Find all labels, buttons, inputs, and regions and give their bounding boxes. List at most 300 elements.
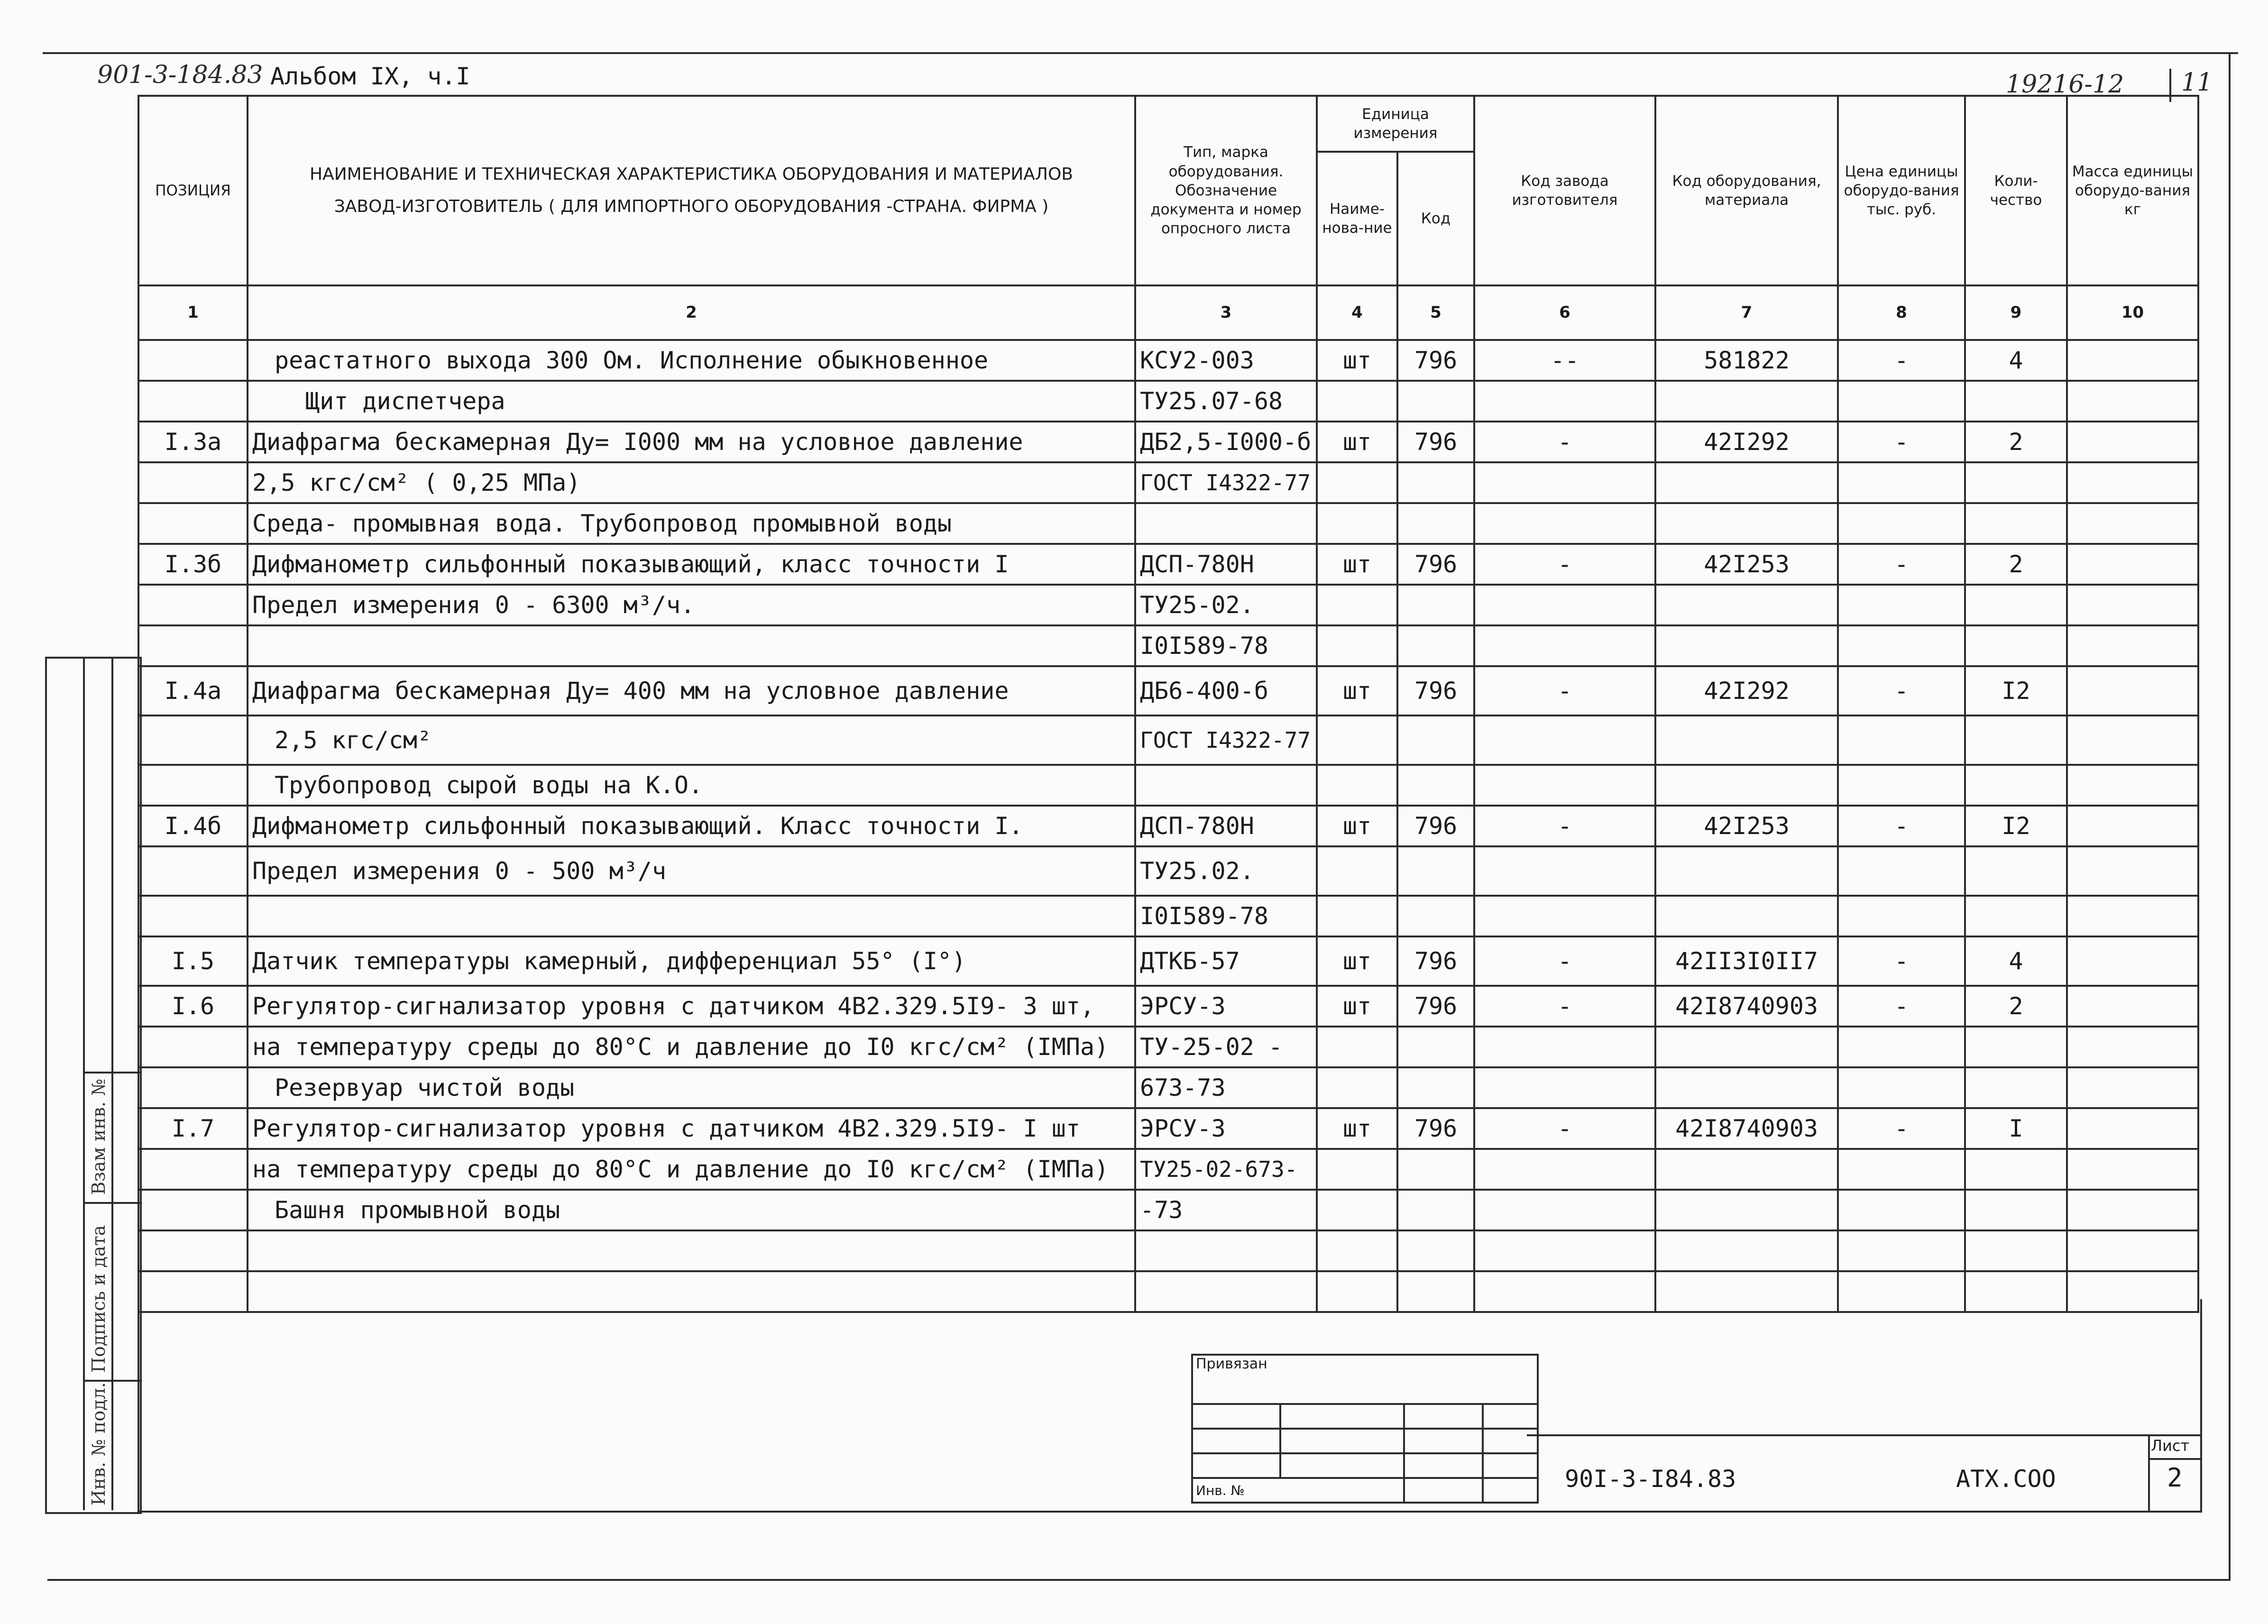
cell-equipment-code bbox=[1655, 462, 1838, 503]
cell-plant-code bbox=[1474, 896, 1655, 936]
cell-price bbox=[1838, 1271, 1965, 1312]
table-row bbox=[138, 585, 2198, 625]
table-row bbox=[138, 896, 2198, 936]
sheet-number: 2 bbox=[2167, 1463, 2183, 1493]
cell-quantity bbox=[1965, 1149, 2067, 1190]
frame-inner-bottom-line bbox=[138, 1511, 2202, 1513]
cell-plant-code: - bbox=[1474, 422, 1655, 462]
cell-equipment-code bbox=[1655, 846, 1838, 896]
cell-code: 796 bbox=[1397, 806, 1474, 846]
cell-plant-code: - bbox=[1474, 1108, 1655, 1149]
cell-type: КСУ2-003 bbox=[1135, 340, 1317, 381]
table-row bbox=[138, 503, 2198, 544]
header-type: Тип, марка оборудования. Обозначение документа и номер опросного листа bbox=[1135, 96, 1317, 285]
cell-type bbox=[1135, 1230, 1317, 1271]
cell-code bbox=[1397, 1027, 1474, 1067]
binding-stamp bbox=[1191, 1354, 1539, 1504]
cell-name: на температуру среды до 80°С и давление до I0 кгс/см² (IМПа) bbox=[248, 1149, 1135, 1190]
cell-equipment-code: 42II3I0II7 bbox=[1655, 936, 1838, 986]
cell-mass bbox=[2067, 462, 2198, 503]
cell-type: ТУ25-02. bbox=[1135, 585, 1317, 625]
cell-type: ТУ25.02. bbox=[1135, 846, 1317, 896]
stamp-cell bbox=[1404, 1404, 1483, 1429]
cell-equipment-code bbox=[1655, 585, 1838, 625]
cell-mass bbox=[2067, 422, 2198, 462]
header-price: Цена единицы оборудо-вания тыс. руб. bbox=[1838, 96, 1965, 285]
document-code: АТХ.СОО bbox=[1956, 1465, 2056, 1493]
cell-plant-code: -- bbox=[1474, 340, 1655, 381]
cell-plant-code bbox=[1474, 1230, 1655, 1271]
stamp-cell bbox=[1404, 1478, 1483, 1503]
cell-price: - bbox=[1838, 544, 1965, 585]
stamp-cell bbox=[1483, 1404, 1538, 1429]
cell-price: - bbox=[1838, 1108, 1965, 1149]
cell-quantity bbox=[1965, 503, 2067, 544]
cell-mass bbox=[2067, 806, 2198, 846]
cell-mass bbox=[2067, 765, 2198, 806]
cell-type: ДТКБ-57 bbox=[1135, 936, 1317, 986]
cell-code: 796 bbox=[1397, 936, 1474, 986]
frame-top-line bbox=[43, 52, 2238, 54]
cell-code bbox=[1397, 1067, 1474, 1108]
cell-unit bbox=[1317, 1027, 1397, 1067]
stamp-cell bbox=[1483, 1478, 1538, 1503]
frame-bottom-line bbox=[47, 1579, 2231, 1581]
cell-position bbox=[138, 716, 248, 765]
cell-position bbox=[138, 381, 248, 422]
cell-position bbox=[138, 1190, 248, 1230]
header-mass: Масса единицы оборудо-вания кг bbox=[2067, 96, 2198, 285]
table-row bbox=[138, 716, 2198, 765]
cell-price: - bbox=[1838, 986, 1965, 1027]
cell-plant-code bbox=[1474, 1149, 1655, 1190]
cell-equipment-code bbox=[1655, 896, 1838, 936]
stamp-cell bbox=[1404, 1453, 1483, 1478]
cell-price: - bbox=[1838, 936, 1965, 986]
cell-quantity bbox=[1965, 625, 2067, 666]
cell-plant-code bbox=[1474, 625, 1655, 666]
cell-name: Диафрагма бескамерная Ду= I000 мм на условное давление bbox=[248, 422, 1135, 462]
cell-mass bbox=[2067, 1230, 2198, 1271]
cell-name: Щит диспетчера bbox=[248, 381, 1135, 422]
cell-quantity bbox=[1965, 765, 2067, 806]
cell-mass bbox=[2067, 666, 2198, 716]
strip-divider bbox=[83, 1202, 140, 1204]
stamp-cell bbox=[1192, 1429, 1280, 1453]
specification-table bbox=[138, 95, 2199, 1313]
header-unit-code: Код bbox=[1397, 152, 1474, 285]
label-signature-date: Подпись и дата bbox=[88, 1225, 109, 1373]
cell-quantity bbox=[1965, 846, 2067, 896]
title-block-divider bbox=[2148, 1434, 2150, 1513]
cell-plant-code: - bbox=[1474, 544, 1655, 585]
cell-equipment-code: 42I292 bbox=[1655, 422, 1838, 462]
cell-code bbox=[1397, 1271, 1474, 1312]
cell-code bbox=[1397, 625, 1474, 666]
column-number: 7 bbox=[1655, 285, 1838, 340]
cell-quantity bbox=[1965, 1190, 2067, 1230]
cell-unit bbox=[1317, 1230, 1397, 1271]
cell-plant-code bbox=[1474, 765, 1655, 806]
cell-position: I.4б bbox=[138, 806, 248, 846]
cell-code bbox=[1397, 462, 1474, 503]
cell-type: ДСП-780Н bbox=[1135, 544, 1317, 585]
cell-name: на температуру среды до 80°С и давление до I0 кгс/см² (IМПа) bbox=[248, 1027, 1135, 1067]
cell-name: Регулятор-сигнализатор уровня с датчиком 4В2.329.5I9- I шт bbox=[248, 1108, 1135, 1149]
cell-plant-code bbox=[1474, 1067, 1655, 1108]
stamp-cell bbox=[1280, 1429, 1404, 1453]
cell-position bbox=[138, 462, 248, 503]
cell-plant-code: - bbox=[1474, 936, 1655, 986]
cell-mass bbox=[2067, 1190, 2198, 1230]
header-name-line2: ЗАВОД-ИЗГОТОВИТЕЛЬ ( ДЛЯ ИМПОРТНОГО ОБОРУДОВАНИЯ -СТРАНА. ФИРМА ) bbox=[334, 197, 1049, 216]
cell-unit bbox=[1317, 585, 1397, 625]
cell-quantity: 2 bbox=[1965, 422, 2067, 462]
cell-type: ДСП-780Н bbox=[1135, 806, 1317, 846]
cell-price: - bbox=[1838, 806, 1965, 846]
table-row bbox=[138, 806, 2198, 846]
column-number: 2 bbox=[248, 285, 1135, 340]
cell-unit: шт bbox=[1317, 986, 1397, 1027]
cell-plant-code bbox=[1474, 503, 1655, 544]
cell-quantity bbox=[1965, 896, 2067, 936]
cell-quantity bbox=[1965, 585, 2067, 625]
cell-mass bbox=[2067, 1149, 2198, 1190]
cell-mass bbox=[2067, 625, 2198, 666]
cell-code bbox=[1397, 896, 1474, 936]
table-row bbox=[138, 666, 2198, 716]
cell-type: ТУ25.07-68 bbox=[1135, 381, 1317, 422]
cell-name bbox=[248, 1271, 1135, 1312]
cell-quantity: 4 bbox=[1965, 340, 2067, 381]
document-number: 90I-3-I84.83 bbox=[1565, 1465, 1736, 1493]
cell-plant-code bbox=[1474, 716, 1655, 765]
cell-plant-code bbox=[1474, 1190, 1655, 1230]
cell-unit bbox=[1317, 1190, 1397, 1230]
cell-equipment-code: 42I253 bbox=[1655, 544, 1838, 585]
strip-divider bbox=[111, 657, 113, 1510]
table-row bbox=[138, 544, 2198, 585]
cell-price bbox=[1838, 896, 1965, 936]
label-inv-replace: Взам инв. № bbox=[88, 1078, 109, 1195]
cell-code: 796 bbox=[1397, 422, 1474, 462]
cell-position bbox=[138, 585, 248, 625]
frame-right-line bbox=[2229, 52, 2231, 1579]
cell-equipment-code: 42I8740903 bbox=[1655, 986, 1838, 1027]
cell-position bbox=[138, 1230, 248, 1271]
cell-equipment-code bbox=[1655, 381, 1838, 422]
cell-name: Башня промывной воды bbox=[248, 1190, 1135, 1230]
cell-type: ДБ6-400-б bbox=[1135, 666, 1317, 716]
cell-code bbox=[1397, 585, 1474, 625]
cell-quantity bbox=[1965, 1271, 2067, 1312]
cell-quantity: I2 bbox=[1965, 806, 2067, 846]
cell-code bbox=[1397, 716, 1474, 765]
cell-quantity bbox=[1965, 1230, 2067, 1271]
cell-type: -73 bbox=[1135, 1190, 1317, 1230]
title-block-top-line bbox=[1527, 1434, 2202, 1436]
cell-equipment-code bbox=[1655, 716, 1838, 765]
cell-unit: шт bbox=[1317, 666, 1397, 716]
cell-position bbox=[138, 625, 248, 666]
cell-type: ДБ2,5-I000-б bbox=[1135, 422, 1317, 462]
cell-type: ГОСТ I4322-77 bbox=[1135, 716, 1317, 765]
header-unit-group: Единица измерения bbox=[1317, 96, 1474, 152]
cell-position bbox=[138, 1149, 248, 1190]
cell-name: Диафрагма бескамерная Ду= 400 мм на условное давление bbox=[248, 666, 1135, 716]
cell-quantity: 2 bbox=[1965, 544, 2067, 585]
cell-name: Предел измерения 0 - 6300 м³/ч. bbox=[248, 585, 1135, 625]
cell-price bbox=[1838, 462, 1965, 503]
cell-unit bbox=[1317, 1149, 1397, 1190]
stamp-inv-number: Инв. № bbox=[1192, 1478, 1404, 1503]
cell-price bbox=[1838, 1027, 1965, 1067]
cell-equipment-code bbox=[1655, 1149, 1838, 1190]
cell-plant-code bbox=[1474, 846, 1655, 896]
table-row bbox=[138, 1190, 2198, 1230]
cell-price bbox=[1838, 1067, 1965, 1108]
cell-mass bbox=[2067, 936, 2198, 986]
table-row bbox=[138, 422, 2198, 462]
cell-type: ЭРСУ-3 bbox=[1135, 1108, 1317, 1149]
column-number: 6 bbox=[1474, 285, 1655, 340]
cell-price bbox=[1838, 381, 1965, 422]
table-row bbox=[138, 1149, 2198, 1190]
cell-unit bbox=[1317, 625, 1397, 666]
cell-quantity bbox=[1965, 462, 2067, 503]
cell-equipment-code bbox=[1655, 1230, 1838, 1271]
table-row bbox=[138, 936, 2198, 986]
cell-code: 796 bbox=[1397, 986, 1474, 1027]
cell-plant-code bbox=[1474, 381, 1655, 422]
cell-name bbox=[248, 1230, 1135, 1271]
cell-quantity bbox=[1965, 716, 2067, 765]
cell-equipment-code bbox=[1655, 1190, 1838, 1230]
cell-mass bbox=[2067, 585, 2198, 625]
cell-mass bbox=[2067, 381, 2198, 422]
cell-unit bbox=[1317, 896, 1397, 936]
stamp-cell bbox=[1280, 1453, 1404, 1478]
cell-unit: шт bbox=[1317, 936, 1397, 986]
cell-mass bbox=[2067, 716, 2198, 765]
cell-position bbox=[138, 896, 248, 936]
cell-price bbox=[1838, 1230, 1965, 1271]
table-row bbox=[138, 625, 2198, 666]
cell-plant-code bbox=[1474, 1027, 1655, 1067]
cell-unit: шт bbox=[1317, 544, 1397, 585]
cell-name: Предел измерения 0 - 500 м³/ч bbox=[248, 846, 1135, 896]
cell-position bbox=[138, 765, 248, 806]
cell-type bbox=[1135, 765, 1317, 806]
cell-unit bbox=[1317, 846, 1397, 896]
cell-plant-code bbox=[1474, 585, 1655, 625]
header-name bbox=[248, 96, 1135, 285]
cell-type: ТУ25-02-673- bbox=[1135, 1149, 1317, 1190]
stamp-cell bbox=[1280, 1404, 1404, 1429]
title-block-divider bbox=[2148, 1458, 2202, 1460]
cell-price: - bbox=[1838, 340, 1965, 381]
handwritten-project-number: 901-3-184.83 bbox=[97, 61, 263, 89]
cell-position bbox=[138, 1271, 248, 1312]
header-quantity: Коли-чество bbox=[1965, 96, 2067, 285]
cell-position bbox=[138, 1067, 248, 1108]
cell-name: реастатного выхода 300 Ом. Исполнение обыкновенное bbox=[248, 340, 1135, 381]
cell-code: 796 bbox=[1397, 544, 1474, 585]
cell-plant-code: - bbox=[1474, 986, 1655, 1027]
cell-plant-code: - bbox=[1474, 806, 1655, 846]
cell-mass bbox=[2067, 544, 2198, 585]
cell-type: ЭРСУ-3 bbox=[1135, 986, 1317, 1027]
cell-price bbox=[1838, 1149, 1965, 1190]
cell-mass bbox=[2067, 1108, 2198, 1149]
cell-type: I0I589-78 bbox=[1135, 625, 1317, 666]
table-row bbox=[138, 1067, 2198, 1108]
cell-equipment-code: 42I253 bbox=[1655, 806, 1838, 846]
cell-position bbox=[138, 340, 248, 381]
cell-name: Резервуар чистой воды bbox=[248, 1067, 1135, 1108]
cell-quantity: I bbox=[1965, 1108, 2067, 1149]
table-row bbox=[138, 1271, 2198, 1312]
cell-unit bbox=[1317, 503, 1397, 544]
cell-price bbox=[1838, 625, 1965, 666]
column-number: 8 bbox=[1838, 285, 1965, 340]
cell-price bbox=[1838, 716, 1965, 765]
header-plant-code: Код завода изготовителя bbox=[1474, 96, 1655, 285]
cell-unit bbox=[1317, 716, 1397, 765]
album-label: Альбом IX, ч.I bbox=[270, 63, 470, 90]
cell-position: I.3б bbox=[138, 544, 248, 585]
stamp-cell bbox=[1404, 1429, 1483, 1453]
header-position: ПОЗИЦИЯ bbox=[138, 96, 248, 285]
cell-unit: шт bbox=[1317, 1108, 1397, 1149]
cell-name: Трубопровод сырой воды на К.О. bbox=[248, 765, 1135, 806]
cell-mass bbox=[2067, 1027, 2198, 1067]
cell-equipment-code bbox=[1655, 765, 1838, 806]
cell-position: I.6 bbox=[138, 986, 248, 1027]
cell-plant-code bbox=[1474, 462, 1655, 503]
table-row bbox=[138, 1230, 2198, 1271]
cell-code bbox=[1397, 1190, 1474, 1230]
frame-inner-right-line bbox=[2200, 1299, 2202, 1513]
cell-mass bbox=[2067, 986, 2198, 1027]
cell-name: 2,5 кгс/см² bbox=[248, 716, 1135, 765]
stamp-cell bbox=[1192, 1453, 1280, 1478]
cell-equipment-code bbox=[1655, 1067, 1838, 1108]
cell-mass bbox=[2067, 340, 2198, 381]
cell-code bbox=[1397, 846, 1474, 896]
cell-position: I.7 bbox=[138, 1108, 248, 1149]
column-number: 5 bbox=[1397, 285, 1474, 340]
cell-type bbox=[1135, 1271, 1317, 1312]
cell-price: - bbox=[1838, 666, 1965, 716]
cell-type: 673-73 bbox=[1135, 1067, 1317, 1108]
cell-equipment-code bbox=[1655, 503, 1838, 544]
strip-divider bbox=[83, 1072, 140, 1073]
cell-name: Дифманометр сильфонный показывающий, класс точности I bbox=[248, 544, 1135, 585]
stamp-cell bbox=[1483, 1429, 1538, 1453]
column-numbers-row bbox=[138, 285, 2198, 340]
cell-equipment-code bbox=[1655, 1027, 1838, 1067]
cell-name: 2,5 кгс/см² ( 0,25 МПа) bbox=[248, 462, 1135, 503]
cell-price bbox=[1838, 585, 1965, 625]
cell-unit bbox=[1317, 381, 1397, 422]
cell-plant-code: - bbox=[1474, 666, 1655, 716]
stamp-cell bbox=[1192, 1404, 1280, 1429]
cell-position: I.3а bbox=[138, 422, 248, 462]
cell-price: - bbox=[1838, 422, 1965, 462]
cell-unit: шт bbox=[1317, 422, 1397, 462]
strip-divider bbox=[83, 657, 85, 1510]
cell-unit bbox=[1317, 1271, 1397, 1312]
cell-price bbox=[1838, 503, 1965, 544]
cell-quantity bbox=[1965, 1067, 2067, 1108]
cell-code bbox=[1397, 503, 1474, 544]
cell-code bbox=[1397, 1149, 1474, 1190]
header-equipment-code: Код оборудования, материала bbox=[1655, 96, 1838, 285]
cell-type: ГОСТ I4322-77 bbox=[1135, 462, 1317, 503]
stamp-privyazan: Привязан bbox=[1192, 1355, 1538, 1404]
cell-unit bbox=[1317, 1067, 1397, 1108]
cell-type: I0I589-78 bbox=[1135, 896, 1317, 936]
cell-quantity: I2 bbox=[1965, 666, 2067, 716]
cell-code bbox=[1397, 381, 1474, 422]
cell-mass bbox=[2067, 1067, 2198, 1108]
cell-quantity: 2 bbox=[1965, 986, 2067, 1027]
column-number: 3 bbox=[1135, 285, 1317, 340]
header-unit-name: Наиме-нова-ние bbox=[1317, 152, 1397, 285]
cell-name: Датчик температуры камерный, дифференциал 55° (I°) bbox=[248, 936, 1135, 986]
cell-type: ТУ-25-02 - bbox=[1135, 1027, 1317, 1067]
cell-plant-code bbox=[1474, 1271, 1655, 1312]
table-row bbox=[138, 765, 2198, 806]
column-number: 1 bbox=[138, 285, 248, 340]
table-row bbox=[138, 846, 2198, 896]
column-number: 9 bbox=[1965, 285, 2067, 340]
table-row bbox=[138, 986, 2198, 1027]
column-number: 10 bbox=[2067, 285, 2198, 340]
cell-equipment-code: 42I292 bbox=[1655, 666, 1838, 716]
stamp-cell bbox=[1483, 1453, 1538, 1478]
cell-position: I.4а bbox=[138, 666, 248, 716]
cell-code: 796 bbox=[1397, 340, 1474, 381]
cell-position bbox=[138, 846, 248, 896]
cell-name bbox=[248, 625, 1135, 666]
handwritten-sheet-number: 11 bbox=[2181, 68, 2213, 97]
cell-type bbox=[1135, 503, 1317, 544]
table-row bbox=[138, 340, 2198, 381]
cell-price bbox=[1838, 846, 1965, 896]
column-number: 4 bbox=[1317, 285, 1397, 340]
cell-mass bbox=[2067, 1271, 2198, 1312]
table-row bbox=[138, 381, 2198, 422]
cell-unit bbox=[1317, 765, 1397, 806]
cell-position bbox=[138, 1027, 248, 1067]
cell-equipment-code: 42I8740903 bbox=[1655, 1108, 1838, 1149]
cell-name: Дифманометр сильфонный показывающий. Класс точности I. bbox=[248, 806, 1135, 846]
cell-code bbox=[1397, 765, 1474, 806]
cell-position: I.5 bbox=[138, 936, 248, 986]
cell-price bbox=[1838, 765, 1965, 806]
cell-unit bbox=[1317, 462, 1397, 503]
cell-name: Среда- промывная вода. Трубопровод промывной воды bbox=[248, 503, 1135, 544]
cell-code: 796 bbox=[1397, 1108, 1474, 1149]
table-row bbox=[138, 1027, 2198, 1067]
cell-quantity bbox=[1965, 1027, 2067, 1067]
label-inv-original: Инв. № подл. bbox=[88, 1382, 109, 1505]
table-row bbox=[138, 462, 2198, 503]
cell-unit: шт bbox=[1317, 806, 1397, 846]
cell-mass bbox=[2067, 896, 2198, 936]
